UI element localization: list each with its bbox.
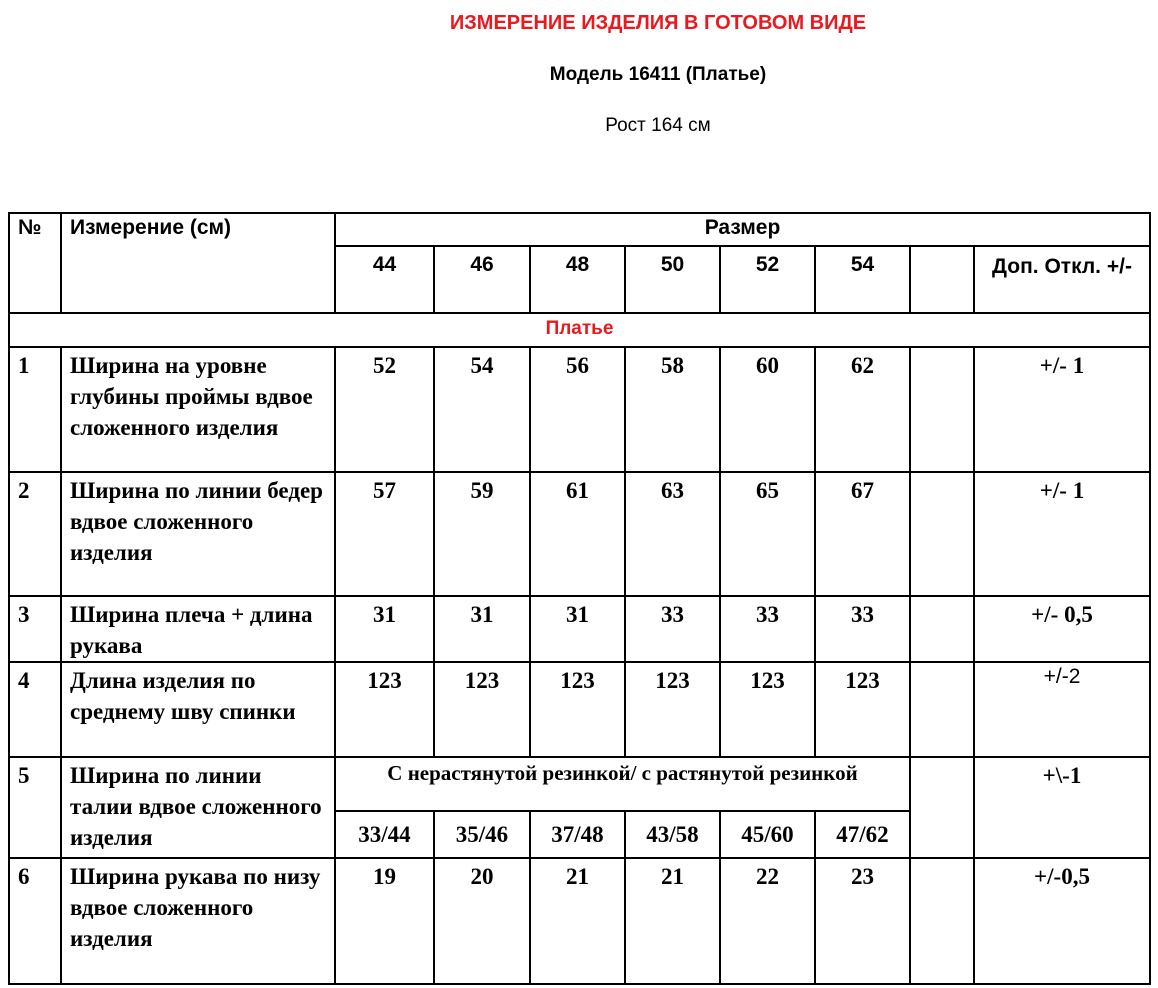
value-cell: 31 [530, 596, 625, 662]
table-row [9, 858, 1150, 984]
table-row [9, 662, 1150, 757]
value-cell: 31 [335, 596, 434, 662]
empty-column-cell [910, 662, 974, 757]
row-measure-name: Ширина по линии талии вдвое сложенного изделия [61, 757, 335, 858]
tolerance-cell: +/- 1 [974, 347, 1150, 472]
tolerance-cell: +\-1 [974, 757, 1150, 858]
empty-column-cell [910, 347, 974, 472]
section-label: Платье [9, 313, 1150, 347]
value-cell: 19 [335, 858, 434, 984]
value-cell: 123 [335, 662, 434, 757]
value-cell: 31 [434, 596, 530, 662]
value-cell: 65 [720, 472, 815, 596]
header-measure: Измерение (см) [61, 213, 335, 313]
value-cell: 33 [720, 596, 815, 662]
tolerance-cell: +/- 0,5 [974, 596, 1150, 662]
empty-column-cell [910, 858, 974, 984]
row-num: 3 [9, 596, 61, 662]
value-cell: 21 [530, 858, 625, 984]
value-cell: 62 [815, 347, 910, 472]
table-row [9, 596, 1150, 662]
size-48: 48 [530, 246, 625, 313]
row-measure-name: Ширина по линии бедер вдвое сложенного изделия [61, 472, 335, 596]
value-cell: 58 [625, 347, 720, 472]
value-cell: 123 [530, 662, 625, 757]
row-measure-name: Ширина рукава по низу вдвое сложенного изделия [61, 858, 335, 984]
value-cell: 56 [530, 347, 625, 472]
value-cell: 20 [434, 858, 530, 984]
value-cell: 63 [625, 472, 720, 596]
row-num: 5 [9, 757, 61, 858]
table-row [9, 757, 1150, 811]
row-measure-name: Ширина плеча + длина рукава [61, 596, 335, 662]
header-tolerance: Доп. Откл. +/- [974, 246, 1150, 313]
tolerance-cell: +/-0,5 [974, 858, 1150, 984]
empty-column-cell [910, 757, 974, 858]
table-row [9, 472, 1150, 596]
value-cell: 59 [434, 472, 530, 596]
height-label: Рост 164 см [605, 115, 711, 136]
header-num: № [9, 213, 61, 313]
value-cell: 43/58 [625, 811, 720, 858]
waist-note: С нерастянутой резинкой/ с растянутой резинкой [335, 757, 910, 811]
value-cell: 52 [335, 347, 434, 472]
value-cell: 123 [720, 662, 815, 757]
tolerance-cell: +/-2 [974, 662, 1150, 757]
header-size: Размер [335, 213, 1150, 246]
value-cell: 123 [434, 662, 530, 757]
row-num: 4 [9, 662, 61, 757]
value-cell: 22 [720, 858, 815, 984]
model-name: Модель 16411 (Платье) [549, 64, 767, 85]
value-cell: 37/48 [530, 811, 625, 858]
row-measure-name: Длина изделия по среднему шву спинки [61, 662, 335, 757]
value-cell: 23 [815, 858, 910, 984]
empty-column-cell [910, 596, 974, 662]
value-cell: 33/44 [335, 811, 434, 858]
row-num: 2 [9, 472, 61, 596]
value-cell: 67 [815, 472, 910, 596]
value-cell: 57 [335, 472, 434, 596]
value-cell: 33 [815, 596, 910, 662]
value-cell: 35/46 [434, 811, 530, 858]
row-num: 6 [9, 858, 61, 984]
value-cell: 47/62 [815, 811, 910, 858]
value-cell: 54 [434, 347, 530, 472]
table-row [9, 347, 1150, 472]
value-cell: 61 [530, 472, 625, 596]
size-46: 46 [434, 246, 530, 313]
empty-column-cell [910, 246, 974, 313]
row-measure-name: Ширина на уровне глубины проймы вдвое сложенного изделия [61, 347, 335, 472]
value-cell: 60 [720, 347, 815, 472]
value-cell: 123 [625, 662, 720, 757]
value-cell: 33 [625, 596, 720, 662]
empty-column-cell [910, 472, 974, 596]
size-54: 54 [815, 246, 910, 313]
document-title: ИЗМЕРЕНИЕ ИЗДЕЛИЯ В ГОТОВОМ ВИДЕ [449, 12, 867, 34]
size-50: 50 [625, 246, 720, 313]
measurement-table [8, 212, 1151, 985]
size-44: 44 [335, 246, 434, 313]
tolerance-cell: +/- 1 [974, 472, 1150, 596]
value-cell: 21 [625, 858, 720, 984]
value-cell: 45/60 [720, 811, 815, 858]
size-52: 52 [720, 246, 815, 313]
value-cell: 123 [815, 662, 910, 757]
row-num: 1 [9, 347, 61, 472]
